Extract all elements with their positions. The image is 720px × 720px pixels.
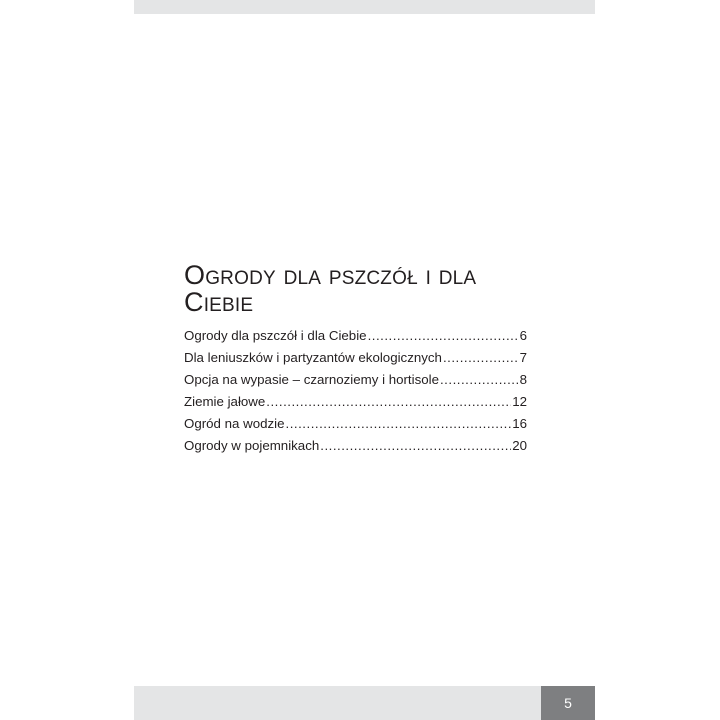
- toc-entry-page: 16: [512, 416, 527, 431]
- toc-leader-dots: [368, 325, 519, 347]
- toc-leader-dots: [266, 391, 511, 413]
- toc-entry[interactable]: [184, 391, 527, 413]
- toc-entry[interactable]: [184, 435, 527, 457]
- toc-entry-label: Ogrody dla pszczół i dla Ciebie: [184, 328, 367, 343]
- page-number-box: [541, 686, 595, 720]
- toc-leader-dots: [443, 347, 519, 369]
- toc-entry-label: Dla leniuszków i partyzantów ekologicznych: [184, 350, 442, 365]
- toc-entry[interactable]: [184, 369, 527, 391]
- toc-entry-page: 6: [519, 328, 527, 343]
- toc-entry-page: 12: [512, 394, 527, 409]
- toc-entry[interactable]: [184, 413, 527, 435]
- toc-leader-dots: [286, 413, 512, 435]
- footer-bar: [134, 686, 595, 720]
- toc-entry-label: Ogród na wodzie: [184, 416, 285, 431]
- toc-entry-label: Ogrody w pojemnikach: [184, 438, 320, 453]
- header-bar: [134, 0, 595, 14]
- toc-leader-dots: [440, 369, 519, 391]
- toc-entry-page: 7: [519, 350, 527, 365]
- toc-entry[interactable]: [184, 347, 527, 369]
- chapter-title: Ogrody dla pszczół i dla Ciebie: [184, 260, 477, 317]
- toc-entry-page: 8: [519, 372, 527, 387]
- page-number: 5: [564, 695, 572, 711]
- toc-entry-label: Ziemie jałowe: [184, 394, 266, 409]
- toc-entry[interactable]: [184, 325, 527, 347]
- toc-leader-dots: [320, 435, 511, 457]
- table-of-contents: [184, 325, 527, 457]
- toc-entry-label: Opcja na wypasie – czarnoziemy i hortisole: [184, 372, 439, 387]
- toc-entry-page: 20: [512, 438, 527, 453]
